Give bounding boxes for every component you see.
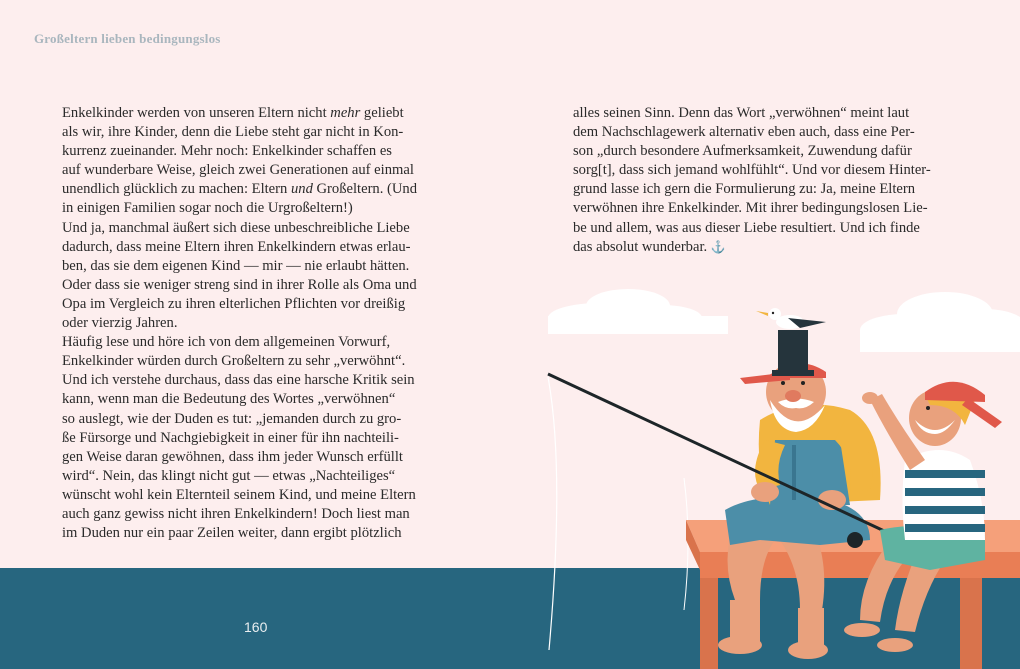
text-line: Und ja, manchmal äußert sich diese unbeschreibliche Liebe [62,219,410,236]
page-number: 160 [244,619,268,635]
text-line: Enkelkinder werden von unseren Eltern nicht mehr geliebt [62,105,404,121]
text-line: kann, wenn man die Bedeutung des Wortes „verwöhnen“ [62,391,396,408]
text-line: dem Nachschlagewerk alternativ eben auch, dass eine Per- [573,124,915,141]
text-line: als wir, ihre Kinder, denn die Liebe steht gar nicht in Kon- [62,124,404,141]
text-line: wird“. Nein, das klingt nicht gut — etwas „Nachteiliges“ [62,467,396,484]
text-line: im Duden nur ein paar Zeilen weiter, dann ergibt plötzlich [62,525,402,542]
cloud-right [860,292,1020,352]
text-line: unendlich glücklich zu machen: Eltern und Großeltern. (Und [62,181,418,198]
text-line: dadurch, dass meine Eltern ihren Enkelkindern etwas erlau- [62,238,411,255]
running-head: Großeltern lieben bedingungslos [34,31,221,46]
text-line: alles seinen Sinn. Denn das Wort „verwöhnen“ meint laut [573,105,910,121]
text-line: Und ich verstehe durchaus, dass das eine harsche Kritik sein [62,372,415,389]
fishing-reel [847,532,863,548]
text-line: be und allem, was aus dieser Liebe resultiert. Und ich finde [573,219,920,236]
text-line: ße Fürsorge und Nachgiebigkeit in einer für ihn nachteili- [62,429,399,446]
text-line: Enkelkinder würden durch Großeltern zu sehr „verwöhnt“. [62,353,406,370]
text-line: Oder dass sie weniger streng sind in ihrer Rolle als Oma und [62,276,417,293]
text-line: auf wunderbare Weise, gleich zwei Generationen auf einmal [62,162,414,179]
text-line: das absolut wunderbar. ⚓ [573,238,726,255]
cloud-left [548,289,728,334]
grandfather [718,330,881,659]
anchor-icon: ⚓ [710,239,726,254]
text-line: ben, das sie dem eigenen Kind — mir — nie erlaubt hätten. [62,257,410,274]
fishing-line [548,377,557,650]
text-line: so auslegt, wie der Duden es tut: „jemanden durch zu gro- [62,410,402,427]
text-line: Opa im Vergleich zu ihren elterlichen Pflichten vor dreißig [62,295,406,312]
text-line: son „durch besondere Aufmerksamkeit, Zuwendung dafür [573,143,912,160]
text-line: auch ganz gewiss nicht ihren Enkelkindern! Doch liest man [62,505,410,522]
text-line: oder vierzig Jahren. [62,315,178,332]
seagull [756,308,826,329]
text-line: in einigen Familien sogar noch die Urgroßeltern!) [62,200,353,217]
text-line: sorg[t], dass sich jemand wohlfühlt“. Und vor diesem Hinter- [573,162,931,179]
text-line: verwöhnen ihre Enkelkinder. Mit ihrer bedingungslosen Lie- [573,200,928,217]
fishing-line-kid [684,478,688,610]
text-line: Häufig lese und höre ich von dem allgemeinen Vorwurf, [62,334,391,351]
text-line: wünscht wohl kein Elternteil seinem Kind, und meine Eltern [62,486,416,503]
text-line: kurrenz zueinander. Mehr noch: Enkelkinder schaffen es [62,143,392,160]
text-line: grund lasse ich gern die Formulierung zu: Ja, meine Eltern [573,181,916,198]
text-line: gen Weise daran gewöhnen, dass ihm jeder Wunsch erfüllt [62,448,403,465]
